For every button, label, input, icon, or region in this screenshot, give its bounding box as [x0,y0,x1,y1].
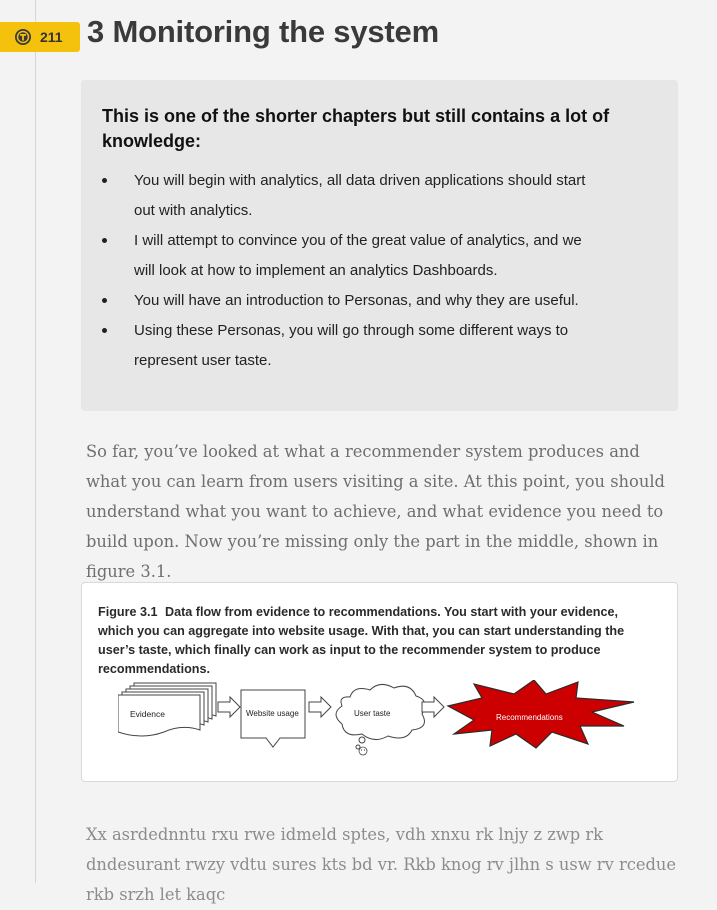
recommendations-burst-node [448,680,634,748]
figure-label: Figure 3.1 [98,605,158,619]
intro-paragraph: So far, you’ve looked at what a recommender system produces and what you can learn from users visiting a site. At this point, you should understand what you want to achieve, and what evidence you need to build upon. Now you’re missing only the part in the middle, shown in figure 3.1. [86,442,665,581]
arrow-3 [422,697,444,717]
website-usage-label: Website usage [246,709,299,718]
obfuscated-paragraph: Xx asrdednntu rxu rwe idmeld sptes, vdh xnxu rk lnjy z zwp rk dndesurant rwzy vdtu sures kts bd vr. Rkb knog rv jlhn s usw rv rcedue rkb srzh let kaqc [86,825,677,904]
arrow-2 [309,697,331,717]
bullet-icon [102,328,107,333]
face-icon [359,747,367,755]
figure-caption [98,603,641,679]
summary-item: I will attempt to convince you of the great value of analytics, and we will look at how to implement an analytics Dashboards. [102,226,638,286]
figure-3-1 [81,582,678,782]
data-flow-diagram [118,680,678,768]
badge-count: 211 [40,29,63,45]
figure-caption-text: Data flow from evidence to recommendations. You start with your evidence, which you can aggregate into website usage. With that, you can start understanding the user’s taste, which finally can work as input to the recommender system to produce recommendations. [98,605,625,676]
evidence-label: Evidence [130,709,165,719]
page-badge[interactable] [0,22,80,52]
summary-item: You will have an introduction to Personas, and why they are useful. [102,286,638,316]
evidence-stack-node [118,683,216,736]
bullet-icon [102,238,107,243]
recommendations-label: Recommendations [496,713,563,722]
user-taste-label: User taste [354,709,391,718]
summary-item: Using these Personas, you will go through some different ways to represent user taste. [102,316,638,376]
arrow-1 [218,697,240,717]
chapter-title: 3 Monitoring the system [87,14,439,49]
user-taste-cloud-node [336,684,425,755]
summary-item: You will begin with analytics, all data driven applications should start out with analytics. [102,166,638,226]
bullet-icon [102,178,107,183]
chapter-summary-box [81,80,678,411]
margin-rule [35,0,36,883]
bullet-icon [102,298,107,303]
summary-heading: This is one of the shorter chapters but still contains a lot of knowledge: [102,106,610,151]
website-usage-node [241,690,305,747]
tip-icon [14,28,32,46]
summary-list [102,166,638,376]
